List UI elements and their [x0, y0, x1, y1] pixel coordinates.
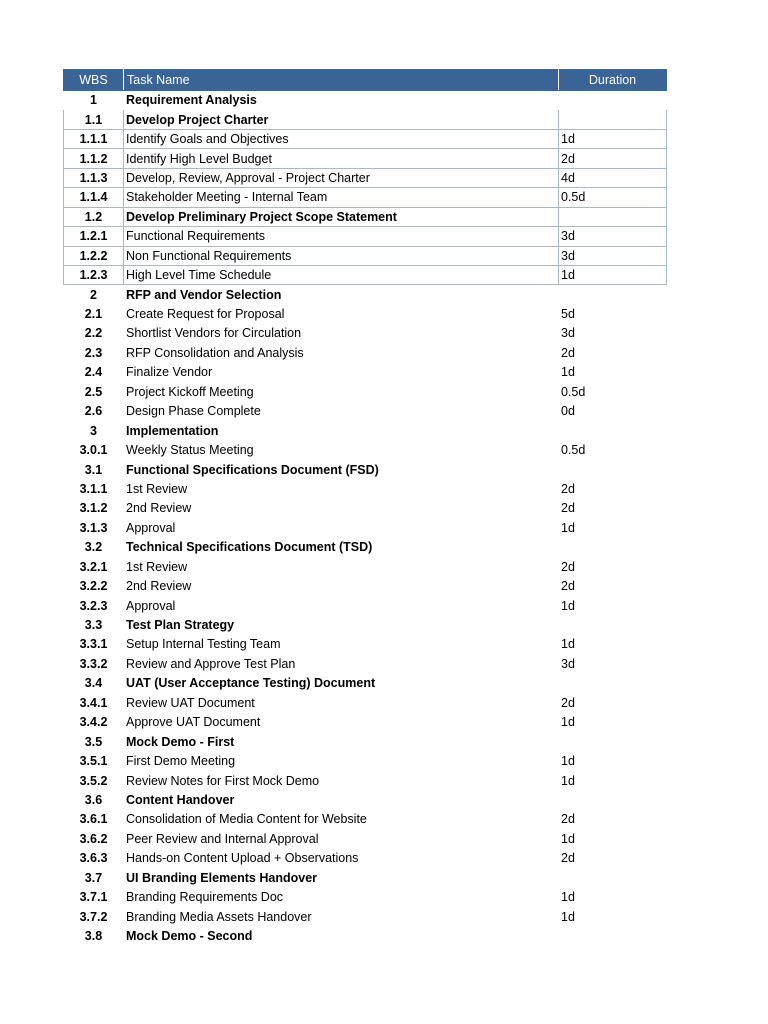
table-row	[64, 324, 667, 343]
table-row	[64, 343, 667, 362]
task-name-cell: 2nd Review	[126, 501, 192, 516]
task-name-cell: Content Handover	[126, 792, 235, 807]
table-row	[64, 771, 667, 790]
task-name-cell: Branding Media Assets Handover	[126, 909, 312, 924]
duration-cell: 2d	[559, 479, 667, 498]
task-name-cell: First Demo Meeting	[126, 754, 236, 769]
duration-cell: 3d	[559, 246, 667, 265]
wbs-number-cell: 3.6	[84, 792, 103, 807]
task-name-cell: Finalize Vendor	[126, 365, 213, 380]
duration-cell: 3d	[559, 324, 667, 343]
table-row	[64, 246, 667, 265]
wbs-number-cell: 2.3	[84, 345, 103, 360]
wbs-number-cell: 1.1	[64, 110, 124, 129]
table-row	[64, 207, 667, 226]
duration-cell: 2d	[559, 576, 667, 595]
wbs-number-cell: 3.7	[84, 870, 103, 885]
duration-cell	[559, 790, 667, 809]
duration-cell: 2d	[559, 149, 667, 168]
task-name-cell: Non Functional Requirements	[124, 246, 559, 265]
table-row	[64, 887, 667, 906]
table-row	[64, 868, 667, 887]
table-row	[64, 654, 667, 673]
wbs-number-cell: 3.2.3	[79, 598, 108, 613]
table-row	[64, 227, 667, 246]
table-row	[64, 168, 667, 187]
duration-cell	[559, 460, 667, 479]
wbs-number-cell: 3.3.2	[79, 656, 108, 671]
wbs-number-cell: 3.8	[84, 929, 103, 944]
wbs-number-cell: 1.2.2	[64, 246, 124, 265]
table-row	[64, 557, 667, 576]
duration-cell: 1d	[559, 363, 667, 382]
task-name-cell: Develop Project Charter	[124, 110, 559, 129]
duration-cell: 1d	[559, 829, 667, 848]
task-name-cell: Design Phase Complete	[126, 404, 261, 419]
table-row	[64, 460, 667, 479]
table-row	[64, 499, 667, 518]
table-row	[64, 129, 667, 148]
table-body	[64, 91, 667, 946]
wbs-number-cell: 3.0.1	[79, 443, 108, 458]
wbs-number-cell: 3.5	[84, 734, 103, 749]
task-name-column-header: Task Name	[124, 70, 559, 91]
task-name-cell: Functional Specifications Document (FSD)	[126, 462, 379, 477]
wbs-number-cell: 3.4.1	[79, 695, 108, 710]
task-name-cell: Weekly Status Meeting	[126, 443, 254, 458]
task-name-cell: Setup Internal Testing Team	[126, 637, 281, 652]
wbs-number-cell: 3.1.2	[79, 501, 108, 516]
duration-cell: 2d	[559, 557, 667, 576]
wbs-schedule-table	[63, 69, 667, 946]
duration-cell: 2d	[559, 343, 667, 362]
wbs-number-cell: 1.1.1	[64, 129, 124, 148]
wbs-number-cell: 2.5	[84, 384, 103, 399]
table-row	[64, 615, 667, 634]
duration-cell	[559, 615, 667, 634]
duration-cell: 3d	[559, 227, 667, 246]
duration-cell: 2d	[559, 693, 667, 712]
duration-cell: 0.5d	[559, 188, 667, 207]
task-name-cell: Approve UAT Document	[126, 715, 261, 730]
task-name-cell: Technical Specifications Document (TSD)	[126, 540, 373, 555]
table-row	[64, 849, 667, 868]
task-name-cell: Approval	[126, 598, 176, 613]
duration-cell: 1d	[559, 713, 667, 732]
duration-cell: 1d	[559, 751, 667, 770]
duration-cell: 5d	[559, 304, 667, 323]
wbs-number-cell: 1.2	[64, 207, 124, 226]
task-name-cell: UAT (User Acceptance Testing) Document	[126, 676, 376, 691]
task-name-cell: 1st Review	[126, 559, 188, 574]
wbs-number-cell: 3.5.2	[79, 773, 108, 788]
duration-cell: 0.5d	[559, 382, 667, 401]
task-name-cell: Test Plan Strategy	[126, 618, 235, 633]
duration-cell	[559, 110, 667, 129]
duration-cell: 1d	[559, 771, 667, 790]
table-row	[64, 907, 667, 926]
duration-cell: 2d	[559, 499, 667, 518]
duration-cell: 1d	[559, 635, 667, 654]
task-name-cell: Functional Requirements	[124, 227, 559, 246]
duration-cell	[559, 926, 667, 945]
task-name-cell: Mock Demo - Second	[126, 929, 253, 944]
duration-cell: 1d	[559, 596, 667, 615]
wbs-number-cell: 2	[90, 287, 97, 302]
table-row	[64, 110, 667, 129]
duration-cell: 3d	[559, 654, 667, 673]
task-name-cell: High Level Time Schedule	[124, 265, 559, 284]
task-name-cell: Project Kickoff Meeting	[126, 384, 254, 399]
duration-cell	[559, 91, 667, 110]
task-name-cell: Peer Review and Internal Approval	[126, 831, 319, 846]
wbs-number-cell: 1.2.1	[64, 227, 124, 246]
duration-cell: 1d	[559, 518, 667, 537]
table-row	[64, 829, 667, 848]
wbs-number-cell: 3	[90, 423, 97, 438]
task-name-cell: Stakeholder Meeting - Internal Team	[124, 188, 559, 207]
duration-cell	[559, 421, 667, 440]
wbs-number-cell: 3.3	[84, 618, 103, 633]
wbs-number-cell: 1	[90, 93, 97, 108]
table-row	[64, 518, 667, 537]
task-name-cell: Mock Demo - First	[126, 734, 235, 749]
wbs-number-cell: 3.1.1	[79, 481, 108, 496]
table-row	[64, 149, 667, 168]
task-name-cell: RFP Consolidation and Analysis	[126, 345, 304, 360]
wbs-number-cell: 2.4	[84, 365, 103, 380]
task-name-cell: Create Request for Proposal	[126, 307, 285, 322]
task-name-cell: Shortlist Vendors for Circulation	[126, 326, 302, 341]
table-row	[64, 440, 667, 459]
task-name-cell: Requirement Analysis	[126, 93, 257, 108]
table-row	[64, 402, 667, 421]
task-name-cell: UI Branding Elements Handover	[126, 870, 318, 885]
table-header-row	[64, 70, 667, 91]
wbs-number-cell: 3.4	[84, 676, 103, 691]
duration-cell: 2d	[559, 849, 667, 868]
table-row	[64, 810, 667, 829]
task-name-cell: Review and Approve Test Plan	[126, 656, 296, 671]
wbs-number-cell: 1.2.3	[64, 265, 124, 284]
table-row	[64, 188, 667, 207]
table-row	[64, 265, 667, 284]
wbs-column-header: WBS	[64, 70, 124, 91]
duration-cell: 1d	[559, 887, 667, 906]
duration-cell	[559, 285, 667, 304]
wbs-number-cell: 3.2.2	[79, 579, 108, 594]
wbs-number-cell: 3.3.1	[79, 637, 108, 652]
wbs-number-cell: 3.1.3	[79, 520, 108, 535]
table-row	[64, 285, 667, 304]
wbs-number-cell: 3.7.2	[79, 909, 108, 924]
table-row	[64, 576, 667, 595]
duration-cell: 1d	[559, 907, 667, 926]
wbs-number-cell: 1.1.3	[64, 168, 124, 187]
wbs-number-cell: 3.2.1	[79, 559, 108, 574]
table-row	[64, 421, 667, 440]
task-name-cell: Review Notes for First Mock Demo	[126, 773, 320, 788]
table-row	[64, 674, 667, 693]
duration-cell	[559, 868, 667, 887]
duration-cell: 1d	[559, 129, 667, 148]
wbs-number-cell: 3.1	[84, 462, 103, 477]
wbs-number-cell: 2.2	[84, 326, 103, 341]
duration-column-header: Duration	[559, 70, 667, 91]
duration-cell: 2d	[559, 810, 667, 829]
wbs-number-cell: 3.6.3	[79, 851, 108, 866]
table-row	[64, 713, 667, 732]
duration-cell: 0.5d	[559, 440, 667, 459]
table-row	[64, 479, 667, 498]
wbs-number-cell: 2.1	[84, 307, 103, 322]
wbs-number-cell: 3.6.1	[79, 812, 108, 827]
table-row	[64, 732, 667, 751]
task-name-cell: Hands-on Content Upload + Observations	[126, 851, 359, 866]
task-name-cell: Consolidation of Media Content for Website	[126, 812, 367, 827]
task-name-cell: Review UAT Document	[126, 695, 255, 710]
task-name-cell: RFP and Vendor Selection	[126, 287, 282, 302]
task-name-cell: Approval	[126, 520, 176, 535]
duration-cell: 1d	[559, 265, 667, 284]
task-name-cell: Develop Preliminary Project Scope Statement	[124, 207, 559, 226]
task-name-cell: 1st Review	[126, 481, 188, 496]
duration-cell: 0d	[559, 402, 667, 421]
table-row	[64, 363, 667, 382]
wbs-number-cell: 2.6	[84, 404, 103, 419]
task-name-cell: Identify Goals and Objectives	[124, 129, 559, 148]
table-row	[64, 538, 667, 557]
task-name-cell: Implementation	[126, 423, 219, 438]
task-name-cell: Identify High Level Budget	[124, 149, 559, 168]
table-row	[64, 596, 667, 615]
wbs-number-cell: 3.5.1	[79, 754, 108, 769]
wbs-number-cell: 3.7.1	[79, 890, 108, 905]
table-row	[64, 751, 667, 770]
table-row	[64, 382, 667, 401]
table-row	[64, 635, 667, 654]
table-row	[64, 91, 667, 110]
duration-cell	[559, 674, 667, 693]
task-name-cell: Branding Requirements Doc	[126, 890, 284, 905]
task-name-cell: Develop, Review, Approval - Project Charter	[124, 168, 559, 187]
duration-cell: 4d	[559, 168, 667, 187]
wbs-number-cell: 3.6.2	[79, 831, 108, 846]
wbs-number-cell: 3.2	[84, 540, 103, 555]
table-row	[64, 304, 667, 323]
duration-cell	[559, 207, 667, 226]
duration-cell	[559, 538, 667, 557]
task-name-cell: 2nd Review	[126, 579, 192, 594]
wbs-number-cell: 1.1.4	[64, 188, 124, 207]
wbs-number-cell: 3.4.2	[79, 715, 108, 730]
table-row	[64, 926, 667, 945]
duration-cell	[559, 732, 667, 751]
wbs-number-cell: 1.1.2	[64, 149, 124, 168]
table-row	[64, 790, 667, 809]
table-row	[64, 693, 667, 712]
